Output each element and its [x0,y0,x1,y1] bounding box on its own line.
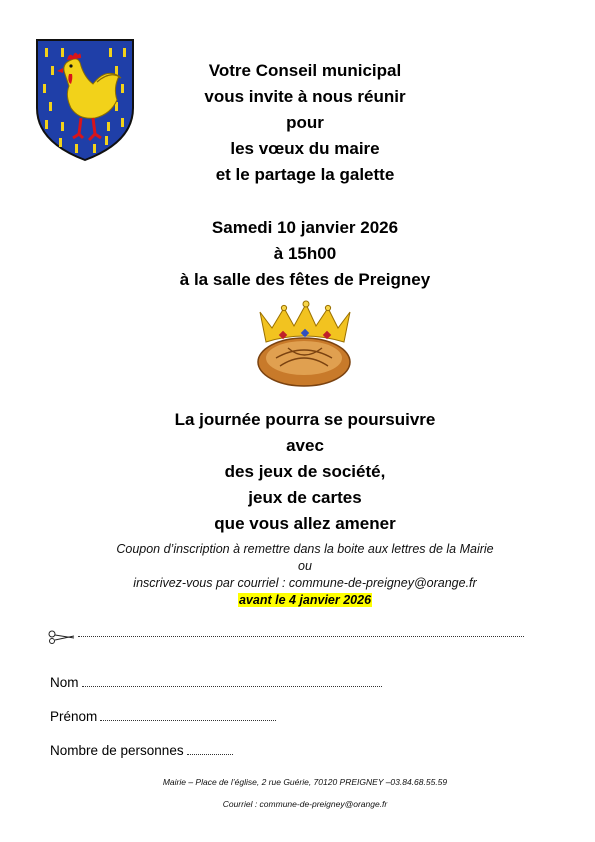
invitation-line: les vœux du maire [230,139,380,158]
event-date: Samedi 10 janvier 2026 [211,218,399,237]
name-input-line[interactable] [82,685,382,687]
invitation-line: Votre Conseil municipal [208,61,402,80]
galette-illustration [250,300,360,392]
event-details [130,215,480,293]
invitation-line: vous invite à nous réunir [204,87,406,106]
firstname-input-line[interactable] [100,719,276,721]
coupon-email-line[interactable]: inscrivez-vous par courriel : commune-de-preigney@orange.fr [133,576,477,590]
firstname-label: Prénom [50,709,98,724]
coupon-line: Coupon d’inscription à remettre dans la boite aux lettres de la Mairie [116,542,494,556]
coat-of-arms [35,38,135,162]
invitation-line: pour [286,113,324,132]
crown-galette-icon [250,300,360,392]
continuation-line: des jeux de société, [224,462,386,481]
continuation-line: avec [286,436,324,455]
continuation-line: La journée pourra se poursuivre [174,410,436,429]
name-field [50,675,390,690]
count-label: Nombre de personnes [50,743,184,758]
scissors-icon [48,630,76,644]
coupon-instructions [60,541,550,609]
invitation-line: et le partage la galette [215,165,395,184]
event-time: à 15h00 [273,244,337,263]
rooster-crest-icon [35,38,135,162]
name-label: Nom [50,675,79,690]
coupon-line: ou [298,559,312,573]
deadline-highlight: avant le 4 janvier 2026 [238,593,372,607]
footer-address: Mairie – Place de l’église, 2 rue Guérie, 70120 PREIGNEY –03.84.68.55.59 [162,777,448,787]
footer-email[interactable]: Courriel : commune-de-preigney@orange.fr [222,799,388,809]
continuation-line: que vous allez amener [214,514,396,533]
cut-line [48,630,524,644]
cut-dotted-line [78,636,524,637]
invitation-heading [140,58,470,188]
count-field [50,743,250,758]
firstname-field [50,709,290,724]
count-input-line[interactable] [187,753,233,755]
continuation-text [110,407,500,537]
continuation-line: jeux de cartes [248,488,362,507]
event-place: à la salle des fêtes de Preigney [179,270,431,289]
deadline-wrapper [60,592,550,609]
